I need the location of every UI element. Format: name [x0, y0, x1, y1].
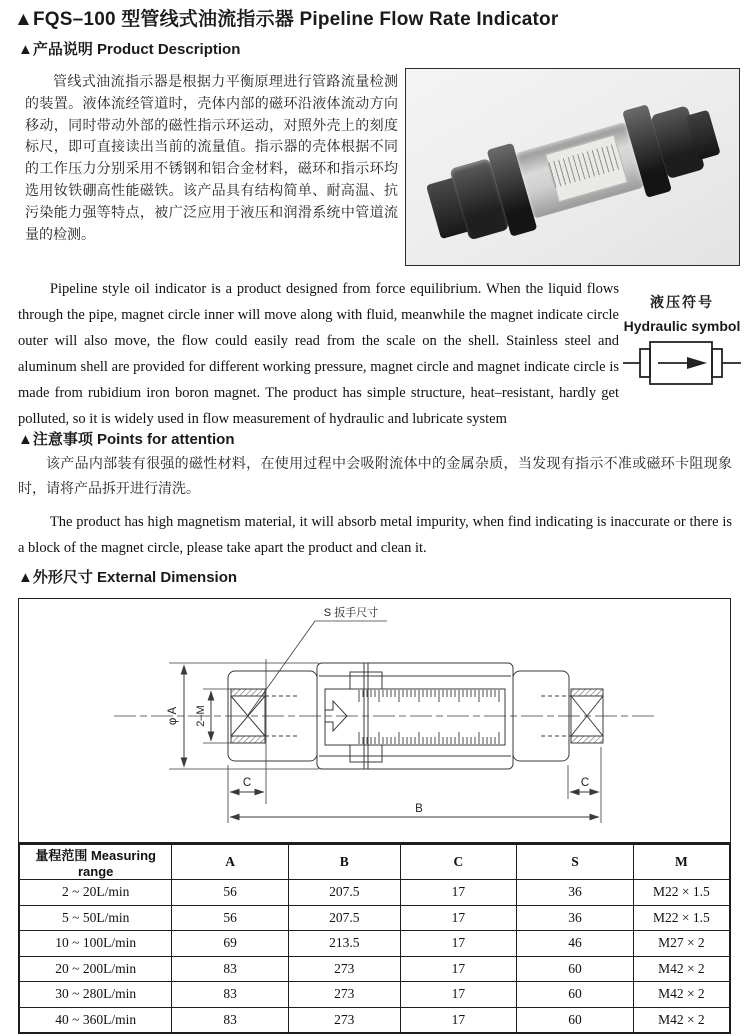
- table-header-cell: 量程范围 Measuring range: [19, 844, 172, 880]
- table-cell: M22 × 1.5: [633, 880, 730, 906]
- table-cell: 2 ~ 20L/min: [19, 880, 172, 906]
- table-cell: 60: [517, 982, 634, 1008]
- table-cell: 207.5: [288, 880, 400, 906]
- table-cell: 17: [400, 982, 517, 1008]
- section-heading-external-dimension: ▲外形尺寸 External Dimension: [18, 569, 238, 586]
- dim-2m-label: 2–M: [195, 705, 207, 727]
- device-sight-glass: [515, 122, 643, 219]
- section-heading-attention: ▲注意事项 Points for attention: [18, 431, 235, 448]
- table-cell: 69: [172, 931, 289, 957]
- dim-b-label: B: [415, 803, 423, 815]
- table-row: [19, 905, 730, 931]
- flow-indicator-photo-device: [420, 86, 727, 259]
- table-row: [19, 880, 730, 906]
- table-cell: 60: [517, 1007, 634, 1033]
- table-cell: 17: [400, 1007, 517, 1033]
- hydraulic-symbol-label-zh: 液压符号: [650, 294, 714, 310]
- wrench-size-label: S 扳手尺寸: [323, 607, 379, 619]
- table-cell: 30 ~ 280L/min: [19, 982, 172, 1008]
- dim-phi-a-label: φ A: [167, 706, 179, 726]
- table-cell: 83: [172, 1007, 289, 1033]
- table-cell: 273: [288, 956, 400, 982]
- hydraulic-symbol-block: [616, 292, 748, 397]
- table-cell: M22 × 1.5: [633, 905, 730, 931]
- table-cell: 17: [400, 956, 517, 982]
- table-header-cell: A: [172, 844, 289, 880]
- table-cell: 20 ~ 200L/min: [19, 956, 172, 982]
- table-cell: 56: [172, 905, 289, 931]
- table-cell: 46: [517, 931, 634, 957]
- dimension-table: [18, 843, 731, 1034]
- product-photo: [405, 68, 740, 266]
- table-cell: 83: [172, 982, 289, 1008]
- table-cell: M42 × 2: [633, 1007, 730, 1033]
- table-cell: M42 × 2: [633, 956, 730, 982]
- table-cell: 17: [400, 931, 517, 957]
- table-cell: 5 ~ 50L/min: [19, 905, 172, 931]
- product-description-en: Pipeline style oil indicator is a product designed from force equilibrium. When the liquid flows through the pipe, magnet circle inner will move along with fluid, meanwhile the magnet indicate circle outer will also move, the flow could easily read from the scale on the shell. Stainless steel and aluminum shell are provided for different working pressure, magnet circle and magnet indicate circle is made from rubidium iron boron magnet. The product has simple structure, heat–resistant, hardly get polluted, so it is widely used in flow measurement of hydraulic and lubricate system: [18, 281, 619, 427]
- table-cell: 36: [517, 880, 634, 906]
- table-row: [19, 982, 730, 1008]
- table-cell: 207.5: [288, 905, 400, 931]
- table-cell: 273: [288, 1007, 400, 1033]
- section-heading-product-description: ▲产品说明 Product Description: [18, 41, 241, 58]
- table-cell: 17: [400, 905, 517, 931]
- table-row: [19, 956, 730, 982]
- hydraulic-symbol-icon: [621, 334, 743, 392]
- table-header-cell: M: [633, 844, 730, 880]
- table-cell: 36: [517, 905, 634, 931]
- device-scale-label: [545, 135, 628, 203]
- hydraulic-symbol-label-en: Hydraulic symbol: [623, 318, 741, 334]
- table-cell: 213.5: [288, 931, 400, 957]
- dim-c-left-label: C: [242, 777, 252, 789]
- table-cell: 10 ~ 100L/min: [19, 931, 172, 957]
- product-description-zh: 管线式油流指示器是根据力平衡原理进行管路流量检测的装置。液体流经管道时，壳体内部的磁环沿液体流动方向移动，同时带动外部的磁性指示环运动，对照外壳上的刻度标尺，即可直接读出当前的流量值。指示器的壳体根据不同的工作压力分别采用不锈钢和铝合金材料，磁环和指示环均选用钕铁硼高性能磁铁。该产品具有结构简单、耐高温、抗污染能力强等特点，被广泛应用于液压和润滑系统中管道流量的检测。: [25, 73, 398, 242]
- table-header-row: [19, 844, 730, 880]
- page-title: ▲FQS–100 型管线式油流指示器 Pipeline Flow Rate Indicator: [14, 9, 559, 30]
- table-cell: 83: [172, 956, 289, 982]
- table-row: [19, 931, 730, 957]
- table-cell: 56: [172, 880, 289, 906]
- dimension-drawing: [18, 598, 731, 843]
- attention-en: The product has high magnetism material, it will absorb metal impurity, when find indicating is inaccurate or there is a block of the magnet circle, please take apart the product and clean it.: [18, 514, 732, 556]
- table-header-cell: C: [400, 844, 517, 880]
- table-cell: 17: [400, 880, 517, 906]
- table-cell: M42 × 2: [633, 982, 730, 1008]
- table-cell: 273: [288, 982, 400, 1008]
- table-header-cell: B: [288, 844, 400, 880]
- table-row: [19, 1007, 730, 1033]
- table-cell: M27 × 2: [633, 931, 730, 957]
- dim-c-right-label: C: [580, 777, 590, 789]
- table-header-cell: S: [517, 844, 634, 880]
- attention-zh: 该产品内部装有很强的磁性材料，在使用过程中会吸附流体中的金属杂质，当发现有指示不准或磁环卡阻现象时，请将产品拆开进行清洗。: [18, 455, 732, 496]
- flow-arrow-head: [687, 357, 707, 369]
- table-cell: 60: [517, 956, 634, 982]
- table-cell: 40 ~ 360L/min: [19, 1007, 172, 1033]
- dimension-drawing-svg: [19, 599, 730, 842]
